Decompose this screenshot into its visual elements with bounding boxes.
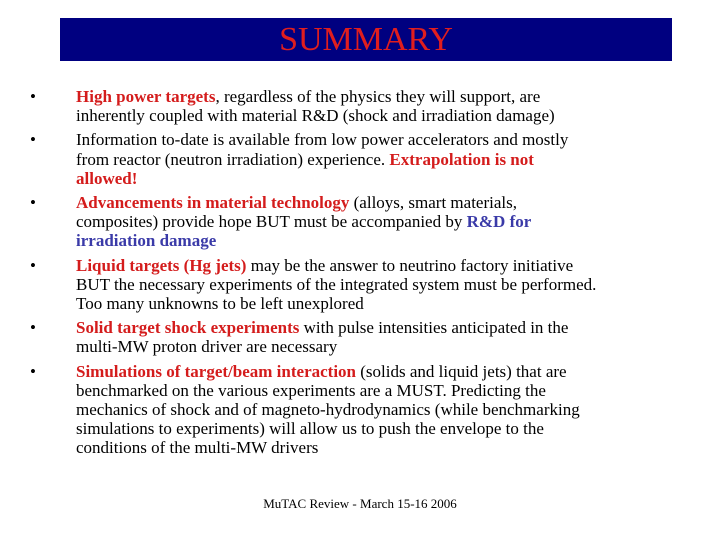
body-text: multi-MW proton driver are necessary [76, 337, 338, 357]
body-text: BUT the necessary experiments of the integrated system must be performed. [76, 274, 597, 294]
body-text: Too many unknowns to be left unexplored [76, 294, 364, 314]
highlight-text: irradiation damage [76, 231, 217, 251]
highlight-text: allowed! [76, 168, 138, 188]
slide-footer: MuTAC Review - March 15-16 2006 [263, 496, 457, 511]
bullet-line [76, 106, 700, 125]
bullet-line [76, 362, 700, 381]
bullet-icon: • [30, 255, 36, 275]
bullet-icon: • [30, 361, 36, 381]
bullet-line [76, 400, 700, 419]
bullet-line [76, 318, 700, 337]
bullet-item [30, 130, 700, 188]
bullet-icon: • [30, 87, 36, 106]
bullet-line [76, 231, 700, 250]
title-bar [60, 18, 672, 61]
body-text: with pulse intensities anticipated in the [299, 318, 569, 338]
bullet-line [76, 275, 700, 294]
highlight-text: Advancements in material technology [76, 193, 350, 213]
body-text: conditions of the multi-MW drivers [76, 438, 319, 458]
bullet-line [76, 130, 700, 149]
bullet-icon: • [30, 193, 36, 213]
highlight-text: Simulations of target/beam interaction [76, 361, 356, 381]
highlight-text: Liquid targets (Hg jets) [76, 255, 247, 275]
bullet-line [76, 150, 700, 169]
bullet-line [76, 256, 700, 275]
bullet-line [76, 87, 700, 106]
highlight-text: High power targets [76, 87, 216, 106]
body-text: benchmarked on the various experiments are a MUST. Predicting the [76, 380, 546, 400]
bullet-icon: • [30, 130, 36, 150]
bullet-line [76, 212, 700, 231]
bullet-line [76, 381, 700, 400]
highlight-text: R&D for [466, 212, 532, 232]
body-text: (solids and liquid jets) that are [356, 361, 567, 381]
slide-title: SUMMARY [279, 21, 453, 58]
body-text: composites) provide hope BUT must be accompanied by [76, 212, 467, 232]
bullet-line [76, 169, 700, 188]
bullet-item [30, 318, 700, 356]
body-text: inherently coupled with material R&D (shock and irradiation damage) [76, 106, 555, 126]
bullet-list [30, 87, 700, 463]
highlight-text: Extrapolation is not [389, 149, 534, 169]
bullet-item [30, 256, 700, 314]
body-text: simulations to experiments) will allow us to push the envelope to the [76, 419, 544, 439]
body-text: from reactor (neutron irradiation) experience. [76, 149, 390, 169]
body-text: , regardless of the physics they will support, are [215, 87, 541, 106]
bullet-item [30, 193, 700, 251]
bullet-line [76, 193, 700, 212]
bullet-line [76, 337, 700, 356]
bullet-line [76, 438, 700, 457]
bullet-item [30, 362, 700, 458]
bullet-icon: • [30, 318, 36, 338]
body-text: may be the answer to neutrino factory initiative [246, 255, 574, 275]
body-text: mechanics of shock and of magneto-hydrodynamics (while benchmarking [76, 400, 580, 420]
bullet-line [76, 294, 700, 313]
body-text: Information to-date is available from low power accelerators and mostly [76, 130, 569, 150]
highlight-text: Solid target shock experiments [76, 318, 300, 338]
body-text: (alloys, smart materials, [349, 193, 517, 213]
bullet-item [30, 87, 700, 125]
bullet-line [76, 419, 700, 438]
